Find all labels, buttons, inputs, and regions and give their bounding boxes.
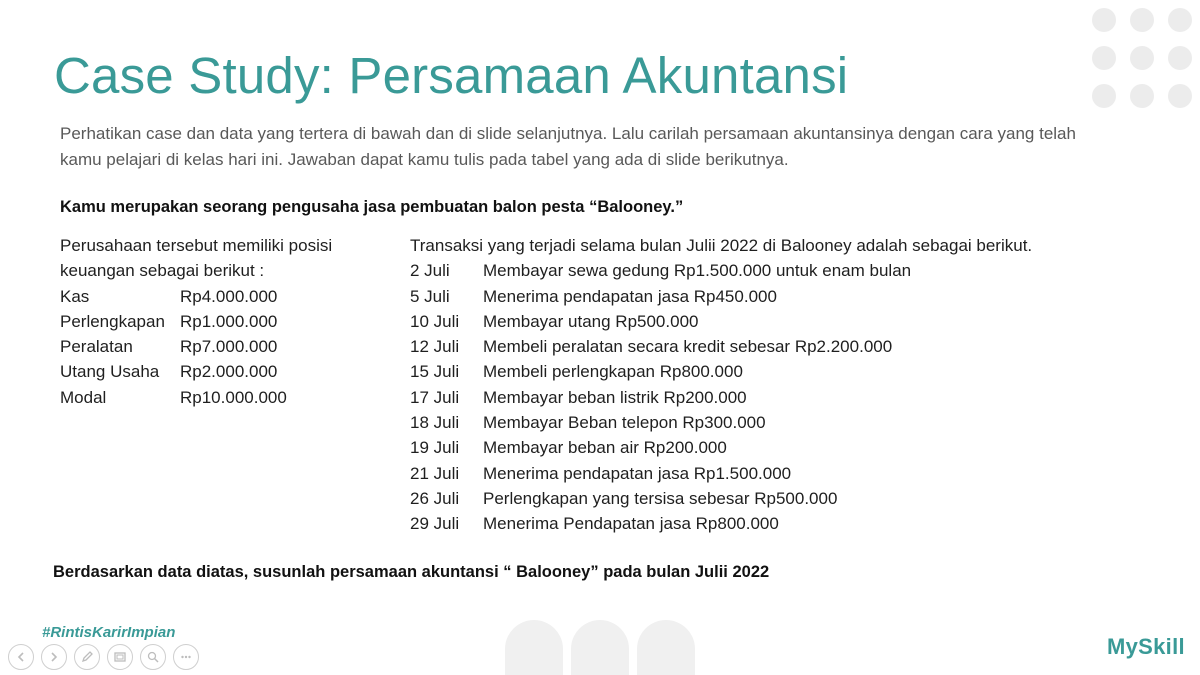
transaction-date: 29 Juli bbox=[410, 514, 460, 534]
transaction-description: Menerima Pendapatan jasa Rp800.000 bbox=[483, 514, 779, 534]
hashtag: #RintisKarirImpian bbox=[42, 624, 176, 641]
transaction-date: 10 Juli bbox=[410, 311, 460, 331]
prev-slide-button[interactable] bbox=[8, 644, 34, 670]
next-slide-button[interactable] bbox=[41, 644, 67, 670]
transaction-row bbox=[410, 486, 1130, 511]
transaction-row bbox=[410, 385, 1130, 410]
transaction-row bbox=[410, 511, 1130, 536]
transaction-description: Membayar utang Rp500.000 bbox=[483, 311, 699, 331]
account-row bbox=[60, 284, 390, 309]
financial-intro-line-1: Perusahaan tersebut memiliki posisi bbox=[60, 236, 333, 255]
more-options-button[interactable] bbox=[173, 644, 199, 670]
account-name: Modal bbox=[60, 387, 107, 407]
account-name: Utang Usaha bbox=[60, 362, 160, 382]
transaction-list bbox=[410, 258, 1130, 536]
decorative-dot-grid bbox=[1092, 8, 1200, 112]
account-name: Kas bbox=[60, 286, 90, 306]
transaction-row bbox=[410, 284, 1130, 309]
slide-title: Case Study: Persamaan Akuntansi bbox=[54, 47, 849, 104]
lead-text: Kamu merupakan seorang pengusaha jasa pembuatan balon pesta “Balooney.” bbox=[60, 198, 684, 216]
decor-dot bbox=[1168, 46, 1192, 70]
pen-icon bbox=[80, 650, 94, 664]
account-name: Perlengkapan bbox=[60, 311, 165, 331]
decor-dot bbox=[1168, 8, 1192, 32]
slides-icon bbox=[113, 650, 127, 664]
transaction-description: Membayar Beban telepon Rp300.000 bbox=[483, 413, 766, 433]
next-icon bbox=[47, 650, 61, 664]
account-row bbox=[60, 334, 390, 359]
account-value: Rp10.000.000 bbox=[180, 387, 287, 407]
account-list bbox=[60, 284, 390, 410]
transactions-heading: Transaksi yang terjadi selama bulan Julii 2022 di Balooney adalah sebagai berikut. bbox=[410, 236, 1033, 255]
transaction-row bbox=[410, 461, 1130, 486]
prev-icon bbox=[14, 650, 28, 664]
pen-tool-button[interactable] bbox=[74, 644, 100, 670]
see-all-slides-button[interactable] bbox=[107, 644, 133, 670]
financial-intro-line-2: keuangan sebagai berikut : bbox=[60, 261, 265, 281]
decor-arch bbox=[505, 620, 563, 675]
financial-position bbox=[60, 233, 390, 410]
more-icon bbox=[179, 650, 193, 664]
transaction-description: Membeli peralatan secara kredit sebesar Rp2.200.000 bbox=[483, 337, 893, 357]
decor-arch bbox=[637, 620, 695, 675]
transaction-row bbox=[410, 334, 1130, 359]
transaction-row bbox=[410, 258, 1130, 283]
account-row bbox=[60, 359, 390, 384]
decor-arch bbox=[571, 620, 629, 675]
zoom-button[interactable] bbox=[140, 644, 166, 670]
decor-dot bbox=[1130, 46, 1154, 70]
decor-dot bbox=[1092, 46, 1116, 70]
transaction-date: 17 Juli bbox=[410, 387, 460, 407]
account-row bbox=[60, 309, 390, 334]
transaction-date: 5 Juli bbox=[410, 286, 450, 306]
transaction-row bbox=[410, 435, 1130, 460]
account-value: Rp4.000.000 bbox=[180, 286, 278, 306]
transactions bbox=[410, 233, 1130, 537]
transaction-date: 12 Juli bbox=[410, 337, 460, 357]
account-value: Rp2.000.000 bbox=[180, 362, 278, 382]
transaction-description: Membayar beban listrik Rp200.000 bbox=[483, 387, 747, 407]
closing-instruction: Berdasarkan data diatas, susunlah persamaan akuntansi “ Balooney” pada bulan Julii 2022 bbox=[53, 563, 770, 581]
transaction-description: Perlengkapan yang tersisa sebesar Rp500.000 bbox=[483, 488, 838, 508]
transaction-description: Menerima pendapatan jasa Rp1.500.000 bbox=[483, 463, 792, 483]
transaction-row bbox=[410, 309, 1130, 334]
myskill-logo: MySkill bbox=[1107, 634, 1185, 659]
transaction-row bbox=[410, 359, 1130, 384]
transaction-date: 26 Juli bbox=[410, 488, 460, 508]
intro-text: Perhatikan case dan data yang tertera di bawah dan di slide selanjutnya. Lalu carilah persamaan akuntansinya dengan cara yang telah kamu pelajari di kelas hari ini. Jawaban dapat kamu tulis pada tabel yang ada di slide berikutnya. bbox=[60, 124, 1076, 169]
decor-dot bbox=[1168, 84, 1192, 108]
zoom-icon bbox=[146, 650, 160, 664]
transaction-description: Membayar sewa gedung Rp1.500.000 untuk enam bulan bbox=[483, 261, 912, 281]
transaction-date: 21 Juli bbox=[410, 463, 460, 483]
transaction-date: 18 Juli bbox=[410, 413, 460, 433]
transaction-row bbox=[410, 410, 1130, 435]
transaction-date: 15 Juli bbox=[410, 362, 460, 382]
decor-dot bbox=[1092, 8, 1116, 32]
account-value: Rp7.000.000 bbox=[180, 337, 278, 357]
account-name: Peralatan bbox=[60, 337, 133, 357]
decor-dot bbox=[1092, 84, 1116, 108]
decorative-arches bbox=[505, 620, 705, 675]
decor-dot bbox=[1130, 8, 1154, 32]
transaction-date: 2 Juli bbox=[410, 261, 450, 281]
slideshow-toolbar bbox=[8, 644, 199, 670]
transaction-description: Menerima pendapatan jasa Rp450.000 bbox=[483, 286, 777, 306]
account-value: Rp1.000.000 bbox=[180, 311, 278, 331]
transaction-date: 19 Juli bbox=[410, 438, 460, 458]
account-row bbox=[60, 385, 390, 410]
transaction-description: Membayar beban air Rp200.000 bbox=[483, 438, 727, 458]
decor-dot bbox=[1130, 84, 1154, 108]
transaction-description: Membeli perlengkapan Rp800.000 bbox=[483, 362, 743, 382]
